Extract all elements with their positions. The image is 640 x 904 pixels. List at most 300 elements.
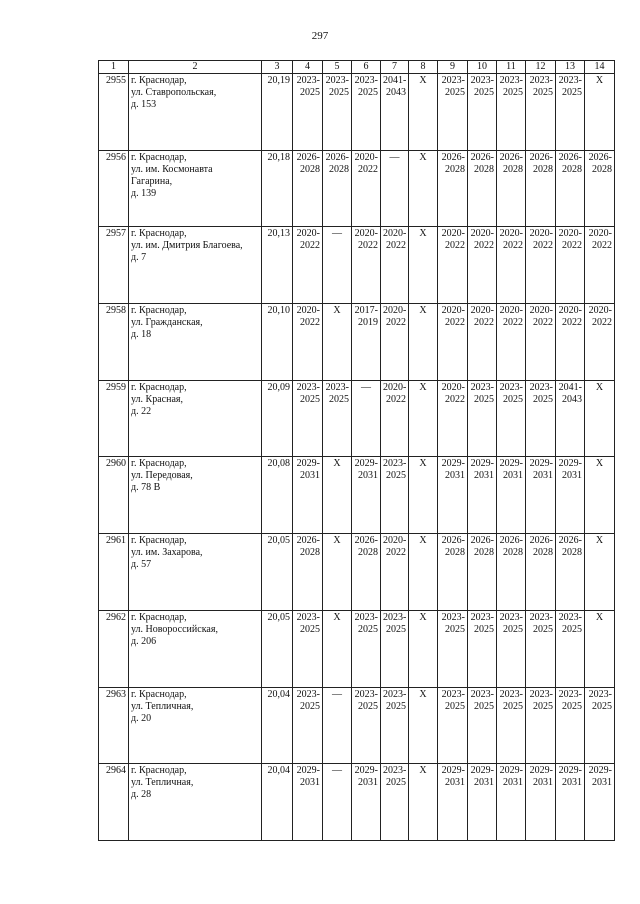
- period-cell: [526, 457, 556, 534]
- period-cell: [526, 534, 556, 611]
- period-line: 2028: [592, 163, 612, 175]
- address-line: д. 57: [131, 559, 152, 571]
- period-line: 2022: [533, 240, 553, 252]
- period-line: 2025: [445, 623, 465, 635]
- period-line: 2025: [474, 700, 494, 712]
- row-number: 2959: [99, 380, 129, 457]
- period-line: 2025: [592, 700, 612, 712]
- address-line: ул. Новороссийская,: [131, 623, 218, 635]
- period-cell: [352, 610, 381, 687]
- period-line: Х: [419, 228, 427, 240]
- period-line: 2023-: [383, 765, 407, 777]
- address-line: ул. им. Дмитрия Благоева,: [131, 240, 243, 252]
- period-cell: [556, 457, 585, 534]
- period-line: 2031: [533, 777, 553, 789]
- period-cell: [468, 764, 497, 841]
- period-line: Х: [419, 75, 427, 86]
- period-line: 2026-: [558, 535, 582, 547]
- period-line: 2029-: [354, 458, 378, 470]
- value-cell: 20,13: [262, 227, 293, 304]
- period-line: 2031: [503, 470, 523, 482]
- period-cell: [409, 227, 438, 304]
- period-line: 2020-: [383, 305, 407, 317]
- period-cell: [468, 74, 497, 151]
- address-line: г. Краснодар,: [131, 765, 187, 777]
- period-cell: [323, 150, 352, 227]
- period-cell: [468, 687, 497, 764]
- period-cell: [438, 534, 468, 611]
- table-row: [99, 457, 615, 534]
- period-line: 2028: [300, 163, 320, 175]
- period-line: 2025: [474, 393, 494, 405]
- table-row: [99, 610, 615, 687]
- period-line: 2023-: [499, 611, 523, 623]
- table-row: [99, 534, 615, 611]
- period-line: 2025: [474, 623, 494, 635]
- period-line: 2025: [300, 87, 320, 98]
- period-line: 2023-: [499, 381, 523, 393]
- period-line: 2029-: [558, 458, 582, 470]
- period-line: 2025: [503, 623, 523, 635]
- period-line: Х: [333, 611, 341, 623]
- period-line: 2023-: [354, 75, 378, 86]
- address-line: Гагарина,: [131, 175, 173, 187]
- period-line: 2023-: [499, 75, 523, 86]
- period-line: 2023-: [383, 458, 407, 470]
- period-line: 2029-: [296, 765, 320, 777]
- period-cell: [585, 304, 615, 381]
- period-line: 2023-: [470, 381, 494, 393]
- period-cell: [293, 457, 323, 534]
- period-line: 2022: [592, 317, 612, 329]
- period-cell: [409, 610, 438, 687]
- period-line: 2023-: [588, 688, 612, 700]
- period-line: 2025: [533, 623, 553, 635]
- period-line: 2020-: [499, 228, 523, 240]
- address-line: д. 206: [131, 635, 157, 647]
- period-line: 2025: [329, 393, 349, 405]
- period-cell: [323, 610, 352, 687]
- period-line: 2029-: [470, 765, 494, 777]
- period-line: Х: [419, 151, 427, 163]
- period-cell: [438, 687, 468, 764]
- period-line: 2023-: [470, 611, 494, 623]
- period-cell: [438, 74, 468, 151]
- value-cell: 20,04: [262, 764, 293, 841]
- period-line: 2020-: [383, 381, 407, 393]
- period-line: 2020-: [354, 228, 378, 240]
- address-line: д. 20: [131, 712, 152, 724]
- period-line: 2025: [300, 393, 320, 405]
- value-cell: 20,10: [262, 304, 293, 381]
- period-line: 2023-: [383, 688, 407, 700]
- period-cell: [352, 457, 381, 534]
- period-cell: [409, 534, 438, 611]
- period-cell: [468, 150, 497, 227]
- period-cell: [556, 534, 585, 611]
- column-header: 8: [409, 61, 438, 74]
- period-cell: [497, 304, 526, 381]
- period-line: 2028: [474, 163, 494, 175]
- period-line: 2023-: [529, 611, 553, 623]
- address-line: г. Краснодар,: [131, 535, 187, 547]
- period-line: 2019: [358, 317, 378, 329]
- address-line: д. 18: [131, 329, 152, 341]
- column-header: 1: [99, 61, 129, 74]
- period-line: 2023-: [558, 611, 582, 623]
- period-cell: [352, 150, 381, 227]
- period-cell: [497, 610, 526, 687]
- period-line: Х: [595, 75, 604, 86]
- period-cell: [585, 687, 615, 764]
- period-line: 2026-: [499, 151, 523, 163]
- period-cell: [468, 534, 497, 611]
- period-line: 2026-: [296, 151, 320, 163]
- address-line: г. Краснодар,: [131, 75, 187, 86]
- period-line: 2029-: [499, 765, 523, 777]
- period-line: 2029-: [529, 458, 553, 470]
- period-cell: [323, 227, 352, 304]
- period-cell: [556, 150, 585, 227]
- period-cell: [526, 150, 556, 227]
- period-line: 2028: [329, 163, 349, 175]
- period-cell: [323, 304, 352, 381]
- period-line: 2025: [562, 87, 582, 98]
- address-line: д. 22: [131, 405, 152, 417]
- period-cell: [468, 227, 497, 304]
- address-line: ул. Передовая,: [131, 470, 193, 482]
- period-line: 2022: [386, 393, 406, 405]
- period-line: 2031: [503, 777, 523, 789]
- period-line: 2026-: [529, 151, 553, 163]
- period-line: —: [389, 151, 400, 163]
- period-line: 2025: [329, 87, 349, 98]
- period-line: 2023-: [499, 688, 523, 700]
- period-cell: [438, 610, 468, 687]
- address-cell: [129, 150, 262, 227]
- period-cell: [468, 457, 497, 534]
- row-number: 2956: [99, 150, 129, 227]
- period-cell: [438, 227, 468, 304]
- period-cell: [352, 227, 381, 304]
- period-line: 2041-: [558, 381, 582, 393]
- address-line: ул. им. Космонавта: [131, 163, 213, 175]
- row-number: 2963: [99, 687, 129, 764]
- row-number: 2961: [99, 534, 129, 611]
- period-line: Х: [333, 535, 341, 547]
- period-line: 2041-: [383, 75, 407, 86]
- column-header: 10: [468, 61, 497, 74]
- period-line: 2023-: [354, 688, 378, 700]
- period-line: 2031: [562, 470, 582, 482]
- address-line: ул. Тепличная,: [131, 777, 194, 789]
- period-line: 2025: [533, 87, 553, 98]
- period-cell: [526, 380, 556, 457]
- period-cell: [497, 687, 526, 764]
- period-line: 2022: [300, 317, 320, 329]
- period-line: 2023-: [441, 688, 465, 700]
- period-cell: [293, 150, 323, 227]
- address-line: д. 28: [131, 789, 152, 801]
- period-line: 2020-: [383, 535, 407, 547]
- period-line: 2029-: [296, 458, 320, 470]
- period-line: 2022: [503, 240, 523, 252]
- period-line: 2029-: [354, 765, 378, 777]
- period-cell: [381, 764, 409, 841]
- period-cell: [497, 380, 526, 457]
- period-line: 2031: [358, 470, 378, 482]
- value-cell: 20,04: [262, 687, 293, 764]
- period-line: 2025: [358, 87, 378, 98]
- period-cell: [293, 764, 323, 841]
- period-line: 2031: [562, 777, 582, 789]
- period-line: 2025: [358, 623, 378, 635]
- period-line: 2020-: [354, 151, 378, 163]
- table-row: [99, 687, 615, 764]
- period-line: 2023-: [325, 75, 349, 86]
- period-cell: [293, 74, 323, 151]
- address-line: г. Краснодар,: [131, 151, 187, 163]
- period-line: 2029-: [558, 765, 582, 777]
- period-cell: [526, 610, 556, 687]
- period-cell: [497, 150, 526, 227]
- period-line: 2025: [386, 777, 406, 789]
- period-cell: [556, 610, 585, 687]
- period-cell: [468, 304, 497, 381]
- period-line: 2028: [503, 163, 523, 175]
- address-line: г. Краснодар,: [131, 611, 187, 623]
- value-cell: 20,09: [262, 380, 293, 457]
- period-line: 2022: [592, 240, 612, 252]
- table-row: [99, 227, 615, 304]
- address-line: г. Краснодар,: [131, 458, 187, 470]
- period-line: 2023-: [325, 381, 349, 393]
- period-line: 2043: [562, 393, 582, 405]
- address-cell: [129, 227, 262, 304]
- period-line: 2026-: [325, 151, 349, 163]
- period-cell: [352, 74, 381, 151]
- period-line: Х: [595, 381, 604, 393]
- period-line: 2022: [386, 240, 406, 252]
- registry-table: [98, 60, 615, 841]
- period-line: 2028: [533, 547, 553, 559]
- period-cell: [556, 74, 585, 151]
- period-cell: [352, 534, 381, 611]
- period-line: 2023-: [558, 688, 582, 700]
- value-cell: 20,05: [262, 534, 293, 611]
- period-line: Х: [419, 381, 427, 393]
- period-cell: [409, 764, 438, 841]
- period-cell: [497, 74, 526, 151]
- period-line: 2028: [562, 163, 582, 175]
- column-header: 13: [556, 61, 585, 74]
- address-line: г. Краснодар,: [131, 381, 187, 393]
- period-line: 2025: [503, 393, 523, 405]
- address-line: ул. им. Захарова,: [131, 547, 203, 559]
- period-line: 2028: [300, 547, 320, 559]
- address-cell: [129, 764, 262, 841]
- period-line: 2029-: [529, 765, 553, 777]
- page-number: 297: [311, 30, 329, 42]
- column-header: 5: [323, 61, 352, 74]
- period-line: 2020-: [470, 228, 494, 240]
- period-line: 2023-: [529, 688, 553, 700]
- period-line: 2022: [445, 393, 465, 405]
- period-line: 2026-: [499, 535, 523, 547]
- period-line: 2029-: [588, 765, 612, 777]
- period-line: 2031: [445, 470, 465, 482]
- period-line: 2025: [474, 87, 494, 98]
- period-line: 2023-: [296, 611, 320, 623]
- address-line: г. Краснодар,: [131, 305, 187, 317]
- address-cell: [129, 304, 262, 381]
- address-line: г. Краснодар,: [131, 228, 187, 240]
- period-cell: [323, 457, 352, 534]
- period-cell: [293, 687, 323, 764]
- period-line: 2020-: [470, 305, 494, 317]
- period-cell: [556, 304, 585, 381]
- row-number: 2960: [99, 457, 129, 534]
- period-line: 2023-: [296, 381, 320, 393]
- period-line: 2023-: [529, 75, 553, 86]
- period-line: 2022: [445, 317, 465, 329]
- address-line: ул. Гражданская,: [131, 317, 203, 329]
- period-cell: [438, 457, 468, 534]
- period-cell: [323, 380, 352, 457]
- period-line: 2022: [503, 317, 523, 329]
- period-line: 2022: [562, 317, 582, 329]
- address-line: г. Краснодар,: [131, 688, 187, 700]
- period-line: 2023-: [470, 688, 494, 700]
- address-cell: [129, 74, 262, 151]
- period-line: 2020-: [499, 305, 523, 317]
- period-line: 2026-: [470, 535, 494, 547]
- column-header: 14: [585, 61, 615, 74]
- period-line: Х: [419, 305, 427, 317]
- period-line: 2025: [386, 700, 406, 712]
- period-cell: [323, 534, 352, 611]
- period-cell: [381, 150, 409, 227]
- table-row: [99, 380, 615, 457]
- period-line: 2023-: [470, 75, 494, 86]
- period-line: 2043: [386, 87, 406, 98]
- address-line: д. 139: [131, 187, 157, 199]
- address-line: ул. Ставропольская,: [131, 87, 217, 98]
- period-cell: [381, 304, 409, 381]
- period-line: 2022: [386, 317, 406, 329]
- period-line: 2020-: [441, 305, 465, 317]
- period-line: 2029-: [470, 458, 494, 470]
- period-line: 2025: [445, 87, 465, 98]
- period-line: 2020-: [529, 228, 553, 240]
- column-header: 4: [293, 61, 323, 74]
- period-line: 2026-: [529, 535, 553, 547]
- period-line: 2020-: [558, 228, 582, 240]
- period-cell: [497, 227, 526, 304]
- period-line: 2031: [533, 470, 553, 482]
- period-line: Х: [419, 535, 427, 547]
- period-line: 2020-: [296, 228, 320, 240]
- value-cell: 20,08: [262, 457, 293, 534]
- period-cell: [323, 764, 352, 841]
- period-line: 2029-: [499, 458, 523, 470]
- period-line: 2023-: [296, 75, 320, 86]
- period-line: 2025: [562, 700, 582, 712]
- period-line: Х: [419, 765, 427, 777]
- period-line: 2022: [358, 240, 378, 252]
- period-line: 2022: [474, 240, 494, 252]
- period-line: 2022: [474, 317, 494, 329]
- period-line: 2026-: [296, 535, 320, 547]
- period-line: 2028: [474, 547, 494, 559]
- period-line: Х: [595, 535, 604, 547]
- period-line: 2022: [533, 317, 553, 329]
- period-line: 2022: [445, 240, 465, 252]
- period-line: 2031: [592, 777, 612, 789]
- period-line: 2023-: [441, 611, 465, 623]
- period-cell: [556, 380, 585, 457]
- period-cell: [293, 304, 323, 381]
- period-line: 2017-: [354, 305, 378, 317]
- address-line: ул. Тепличная,: [131, 700, 194, 712]
- row-number: 2955: [99, 74, 129, 151]
- table-row: [99, 74, 615, 151]
- period-cell: [497, 457, 526, 534]
- period-line: 2020-: [296, 305, 320, 317]
- period-cell: [381, 74, 409, 151]
- period-line: 2020-: [558, 305, 582, 317]
- column-header: 3: [262, 61, 293, 74]
- period-line: Х: [595, 611, 604, 623]
- address-cell: [129, 687, 262, 764]
- period-cell: [585, 610, 615, 687]
- period-cell: [585, 764, 615, 841]
- period-line: 2023-: [383, 611, 407, 623]
- value-cell: 20,19: [262, 74, 293, 151]
- period-line: 2025: [445, 700, 465, 712]
- address-line: д. 153: [131, 99, 157, 110]
- column-header: 9: [438, 61, 468, 74]
- row-number: 2962: [99, 610, 129, 687]
- period-cell: [585, 74, 615, 151]
- period-line: 2025: [386, 623, 406, 635]
- period-cell: [585, 380, 615, 457]
- period-line: 2025: [562, 623, 582, 635]
- period-line: 2031: [300, 470, 320, 482]
- period-line: 2022: [358, 163, 378, 175]
- header-row: [99, 61, 615, 74]
- period-line: —: [332, 228, 342, 240]
- row-number: 2964: [99, 764, 129, 841]
- period-cell: [293, 380, 323, 457]
- period-line: 2022: [386, 547, 406, 559]
- period-line: 2025: [300, 700, 320, 712]
- period-line: 2026-: [441, 151, 465, 163]
- row-number: 2958: [99, 304, 129, 381]
- period-cell: [526, 764, 556, 841]
- period-line: 2025: [533, 393, 553, 405]
- address-cell: [129, 457, 262, 534]
- period-line: Х: [595, 458, 604, 470]
- period-line: 2020-: [441, 381, 465, 393]
- column-header: 12: [526, 61, 556, 74]
- period-cell: [438, 304, 468, 381]
- period-cell: [381, 534, 409, 611]
- column-header: 2: [129, 61, 262, 74]
- period-line: —: [332, 765, 342, 777]
- period-line: 2026-: [558, 151, 582, 163]
- column-header: 7: [381, 61, 409, 74]
